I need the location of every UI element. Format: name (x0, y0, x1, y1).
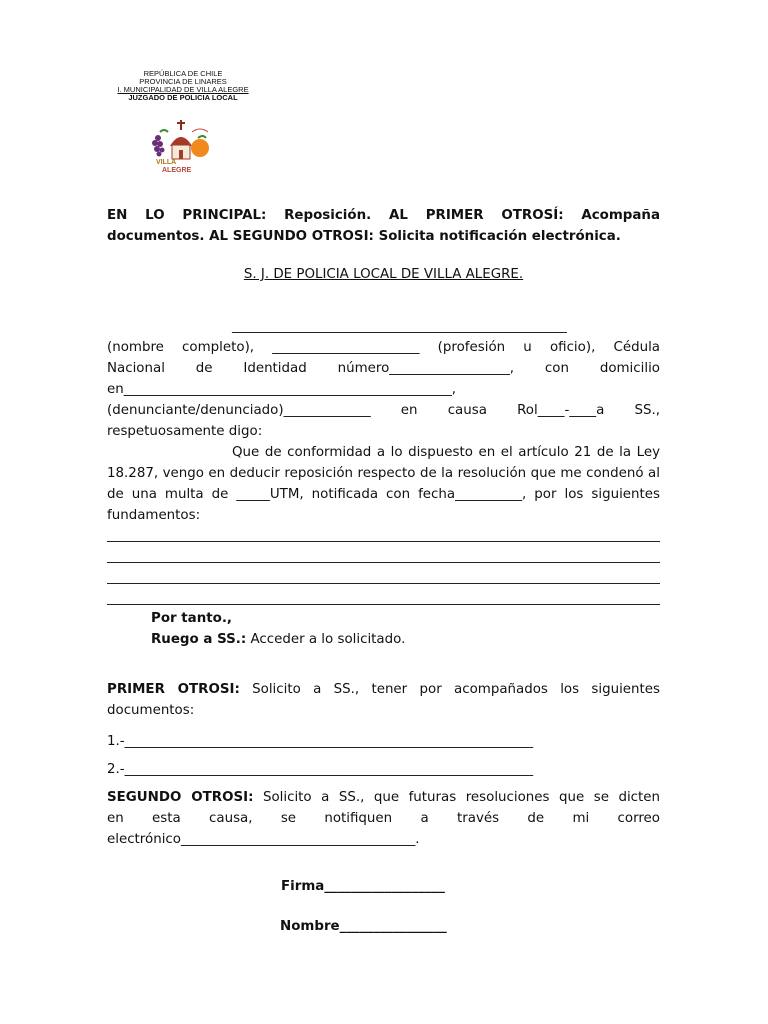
addressee: S. J. DE POLICIA LOCAL DE VILLA ALEGRE. (243, 267, 524, 282)
body-line-1: (nombre completo), ______________________ (profesión u oficio), Cédula (107, 340, 660, 355)
header-line-court: JUZGADO DE POLICIA LOCAL (128, 93, 238, 102)
document-summary (107, 205, 660, 247)
body-line-6: Que de conformidad a lo dispuesto en el artículo 21 de la Ley (232, 445, 660, 460)
body-line-4: (denunciante/denunciado)_____________ en causa Rol____-____a SS., (107, 403, 660, 418)
segundo-otrosi-block (107, 787, 660, 850)
summary-line-2: documentos. AL SEGUNDO OTROSI: Solicita notificación electrónica. (107, 229, 621, 244)
ruego-line (151, 629, 651, 650)
header-line-republic: REPÚBLICA DE CHILE (143, 69, 223, 78)
name-blank-line: __________________________________________________ (232, 319, 567, 334)
segundo-otrosi-label: SEGUNDO OTROSI: (107, 790, 254, 805)
fundamentos-line-1 (107, 541, 660, 542)
logo-text-alegre: ALEGRE (162, 167, 192, 174)
primer-otrosi-text: Solicito a SS., tener por acompañados los siguientes (239, 682, 661, 697)
body-line-2: Nacional de Identidad número__________________, con domicilio (107, 361, 660, 376)
body-line-9: fundamentos: (107, 508, 201, 523)
nombre-line: Nombre________________ (280, 919, 447, 934)
fundamentos-line-3 (107, 583, 660, 584)
summary-line-1: EN LO PRINCIPAL: Reposición. AL PRIMER OTROSÍ: Acompaña (107, 208, 660, 223)
segundo-otrosi-line-3: electrónico___________________________________. (107, 832, 420, 847)
header-line-province: PROVINCIA DE LINARES (139, 77, 227, 86)
body-line-8: de una multa de _____UTM, notificada con fecha__________, por los siguientes (107, 487, 660, 502)
segundo-otrosi-line-2: en esta causa, se notifiquen a través de mi correo (107, 811, 660, 826)
main-body (107, 316, 660, 526)
primer-otrosi-line-2: documentos: (107, 703, 195, 718)
firma-line: Firma__________________ (281, 879, 445, 894)
ruego-label: Ruego a SS.: (151, 632, 247, 647)
fundamentos-line-2 (107, 562, 660, 563)
primer-otrosi-label: PRIMER OTROSI: (107, 682, 240, 697)
por-tanto-label: Por tanto., (151, 611, 233, 626)
ruego-text: Acceder a lo solicitado. (246, 632, 406, 647)
villa-alegre-logo (148, 118, 214, 174)
body-line-3: en_________________________________________________, (107, 382, 457, 397)
fundamentos-line-4 (107, 604, 660, 605)
body-line-5: respetuosamente digo: (107, 424, 263, 439)
document-item-2: 2.-_____________________________________________________________ (107, 762, 534, 777)
primer-otrosi-block (107, 679, 660, 721)
body-line-7: 18.287, vengo en deducir reposición respecto de la resolución que me condenó al (107, 466, 660, 481)
por-tanto-block (151, 608, 651, 650)
segundo-otrosi-text: Solicito a SS., que futuras resoluciones que se dicten (253, 790, 660, 805)
segundo-otrosi-line-1 (107, 787, 660, 808)
document-item-1: 1.-_____________________________________________________________ (107, 734, 534, 749)
primer-otrosi-line-1 (107, 679, 660, 700)
logo-text-villa: VILLA (156, 159, 177, 166)
court-header (108, 70, 258, 102)
header-line-municipality: I. MUNICIPALIDAD DE VILLA ALEGRE (117, 85, 249, 94)
